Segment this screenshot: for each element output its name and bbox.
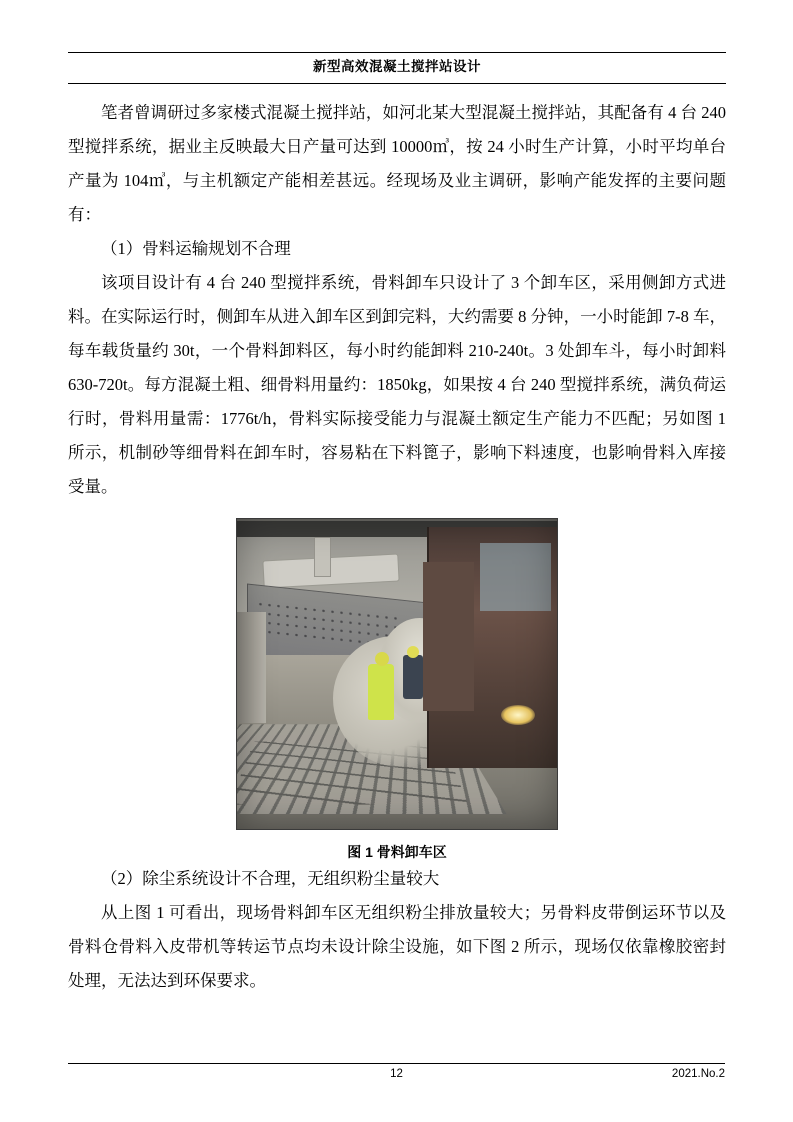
page-content [68, 52, 726, 998]
paragraph-2: （1）骨料运输规划不合理 [101, 238, 291, 258]
header-title: 新型高效混凝土搅拌站设计 [313, 59, 481, 74]
footer-row [68, 1064, 725, 1080]
photo-pillar [237, 612, 266, 724]
paragraph-3: 该项目设计有 4 台 240 型搅拌系统，骨料卸车只设计了 3 个卸车区，采用侧卸方式进料。在实际运行时，侧卸车从进入卸车区到卸完料，大约需要 8 分钟，一小时能卸 7-8 车，每车载货量约 30t，一个骨料卸料区，每小时约能卸料 210-240t。3 处卸车斗，每小时卸料 630-720t。每方混凝土粗、细骨料用量约：1850kg，如果按 4 台 240 型搅拌系统，满负荷运行时，骨料用量需：1776t/h，骨料实际接受能力与混凝土额定生产能力不匹配；另如图 1 所示，机制砂等细骨料在卸车时，容易粘在下料篦子，影响下料速度，也影响骨料入库接受量。 [68, 272, 726, 496]
figure-1-image [236, 518, 558, 830]
figure-1-caption: 图 1 骨料卸车区 [347, 843, 447, 860]
photo-worker-second-helmet [407, 646, 419, 658]
photo-worker-second [403, 655, 423, 699]
footer-page-number: 12 [390, 1068, 403, 1080]
header-rule-bottom [68, 83, 726, 84]
photo-worker-vest [368, 664, 394, 720]
paragraph-1: 笔者曾调研过多家楼式混凝土搅拌站，如河北某大型混凝土搅拌站，其配备有 4 台 240 型搅拌系统，据业主反映最大日产量可达到 10000㎥，按 24 小时生产计算，小时平均单台产量为 104㎥，与主机额定产能相差甚远。经现场及业主调研，影响产能发挥的主要问题有： [68, 102, 726, 224]
running-header [68, 52, 726, 84]
header-rule-top [68, 52, 726, 53]
page-footer [68, 1063, 725, 1080]
footer-issue: 2021.No.2 [671, 1068, 725, 1080]
photo-worker-helmet [375, 652, 389, 666]
paragraph-4: （2）除尘系统设计不合理，无组织粉尘量较大 [101, 868, 440, 888]
body-text [68, 96, 726, 504]
photo-truck-cab [423, 562, 474, 711]
figure-1 [68, 518, 726, 862]
photo-truck-window [480, 543, 550, 611]
photo-truck-headlight [501, 705, 535, 725]
photo-duct-riser [314, 537, 331, 577]
paragraph-5: 从上图 1 可看出，现场骨料卸车区无组织粉尘排放量较大；另骨料皮带倒运环节以及骨料仓骨料入皮带机等转运节点均未设计除尘设施，如下图 2 所示，现场仅依靠橡胶密封处理，无法达到环保要求。 [68, 902, 726, 990]
body-text-after-figure [68, 862, 726, 998]
